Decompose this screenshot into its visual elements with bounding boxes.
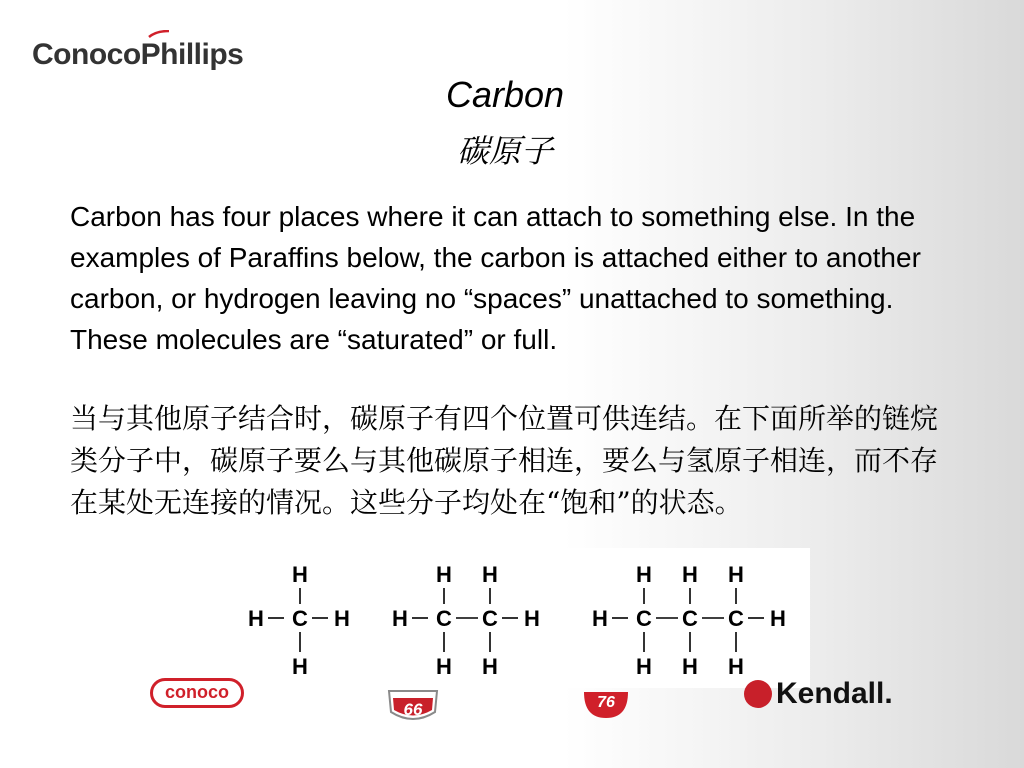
union76-ball-icon <box>582 690 630 720</box>
hydrogen-atom: H <box>682 654 698 679</box>
slide-title-zh: 碳原子 <box>456 132 553 170</box>
kendall-mark-icon <box>744 680 772 708</box>
hydrogen-atom: H <box>248 606 264 631</box>
carbon-atom: C <box>728 606 744 631</box>
union76-logo <box>582 690 630 720</box>
hydrogen-atom: H <box>524 606 540 631</box>
phillips66-shield-icon <box>386 688 440 724</box>
hydrogen-atom: H <box>392 606 408 631</box>
hydrogen-atom: H <box>292 562 308 587</box>
hydrogen-atom: H <box>436 562 452 587</box>
kendall-logo <box>744 676 893 712</box>
phillips66-text: 66 <box>403 700 423 719</box>
conoco-logo: conoco <box>150 678 244 708</box>
logo-swoosh-icon <box>148 30 170 38</box>
carbon-atom: C <box>292 606 308 631</box>
hydrogen-atom: H <box>592 606 608 631</box>
slide-title-en: Carbon <box>445 74 565 115</box>
conocophillips-logo <box>32 38 243 72</box>
hydrogen-atom: H <box>682 562 698 587</box>
hydrogen-atom: H <box>728 562 744 587</box>
paraffin-structures-diagram <box>238 548 810 688</box>
logo-text: ConocoPhillips <box>32 38 244 71</box>
hydrogen-atom: H <box>334 606 350 631</box>
hydrogen-atom: H <box>728 654 744 679</box>
hydrogen-atom: H <box>770 606 786 631</box>
carbon-atom: C <box>482 606 498 631</box>
paragraph-zh: 当与其他原子结合时，碳原子有四个位置可供连结。在下面所举的链烷类分子中，碳原子要么与其他碳原子相连，要么与氢原子相连，而不存在某处无连接的情况。这些分子均处在“饱和”的状态。 <box>70 402 939 519</box>
carbon-atom: C <box>636 606 652 631</box>
carbon-atom: C <box>682 606 698 631</box>
phillips66-logo <box>386 688 440 722</box>
hydrogen-atom: H <box>436 654 452 679</box>
hydrogen-atom: H <box>636 654 652 679</box>
paragraph-en: Carbon has four places where it can attach to something else. In the examples of Paraffins below, the carbon is attached either to another carbon, or hydrogen leaving no “spaces” unattached to something. These molecules are “saturated” or full. <box>70 201 921 355</box>
hydrogen-atom: H <box>482 654 498 679</box>
union76-text: 76 <box>597 694 615 711</box>
hydrogen-atom: H <box>292 654 308 679</box>
hydrogen-atom: H <box>482 562 498 587</box>
carbon-atom: C <box>436 606 452 631</box>
molecule-svg <box>238 548 810 688</box>
hydrogen-atom: H <box>636 562 652 587</box>
kendall-text: Kendall. <box>776 677 893 710</box>
